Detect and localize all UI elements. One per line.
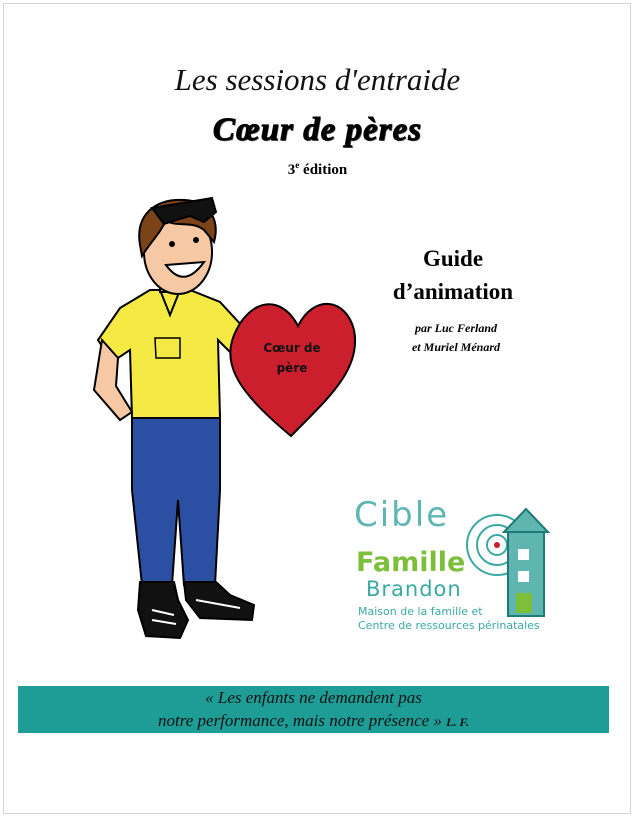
guide-heading-line1: Guide — [422, 246, 484, 271]
logo-famille: Famille — [356, 547, 466, 578]
author-line1: par Luc Ferland — [414, 321, 497, 335]
document-title: Les sessions d'entraide — [174, 62, 461, 97]
edition-label — [0, 160, 635, 179]
logo-subtitle-line1: Maison de la famille et — [358, 605, 483, 618]
document-subtitle: Cœur de pères — [212, 112, 423, 148]
quote-line1: « Les enfants ne demandent pas — [205, 688, 422, 707]
cible-famille-logo — [352, 495, 582, 640]
right-shoe — [184, 582, 254, 620]
logo-cible: Cible — [354, 495, 450, 535]
quote-line2-wrapper — [18, 711, 609, 731]
heart-label-line1: Cœur de — [263, 341, 321, 355]
father-with-heart-illustration — [80, 190, 360, 660]
quote-line2: notre performance, mais notre présence » — [158, 711, 442, 730]
logo-subtitle-line2: Centre de ressources périnatales — [358, 619, 540, 632]
left-shoe — [138, 582, 188, 638]
heart-label-line2: père — [276, 361, 308, 375]
edition-word: édition — [303, 162, 348, 178]
edition-number: 3 — [287, 162, 296, 178]
guide-heading-line2: d’animation — [392, 279, 514, 304]
edition-superscript: e — [295, 160, 300, 170]
quote-author: L. F. — [446, 715, 469, 729]
author-line2: et Muriel Ménard — [411, 340, 500, 354]
pants — [132, 415, 220, 585]
logo-brandon: Brandon — [366, 577, 462, 601]
